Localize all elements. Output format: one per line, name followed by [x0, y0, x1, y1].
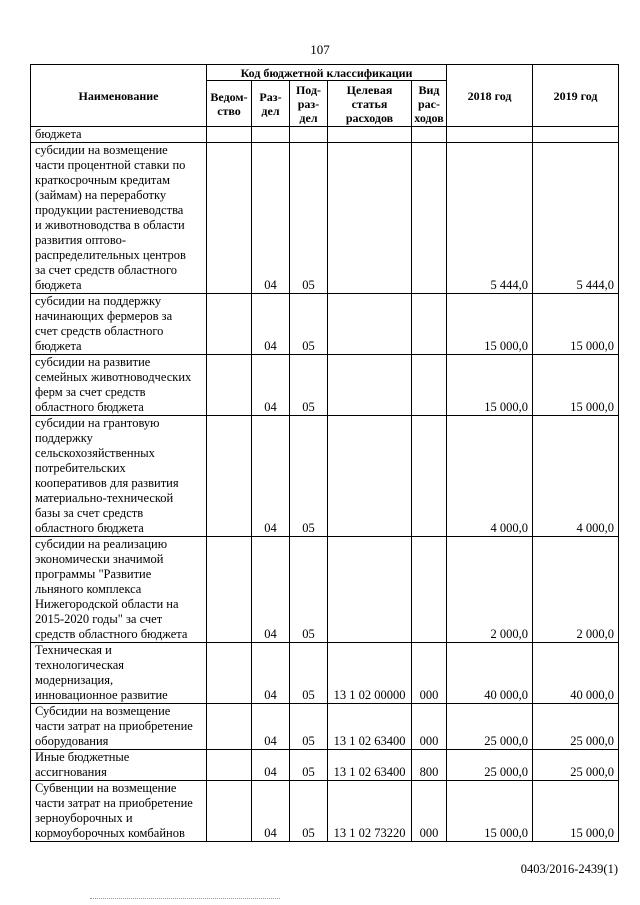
header-name: Наименование: [31, 65, 207, 127]
row-razdel: 04: [252, 643, 290, 704]
row-amount-2018: 25 000,0: [447, 704, 533, 750]
row-razdel: 04: [252, 781, 290, 842]
row-vedomstvo: [207, 704, 252, 750]
table-body: [31, 127, 619, 842]
row-amount-2019: 15 000,0: [533, 781, 619, 842]
row-vid-raskhodov: [412, 355, 447, 416]
header-tselevaya-statya: Целевая статья расходов: [328, 81, 412, 127]
table-row: [31, 143, 619, 294]
header-podrazdel: Под- раз- дел: [290, 81, 328, 127]
row-razdel: 04: [252, 537, 290, 643]
row-tselevaya-statya: 13 1 02 63400: [328, 750, 412, 781]
budget-table: [30, 64, 619, 842]
row-amount-2018: 15 000,0: [447, 294, 533, 355]
row-vid-raskhodov: [412, 416, 447, 537]
row-vedomstvo: [207, 781, 252, 842]
row-vedomstvo: [207, 294, 252, 355]
table-row: [31, 294, 619, 355]
row-amount-2018: 40 000,0: [447, 643, 533, 704]
row-vid-raskhodov: [412, 537, 447, 643]
row-amount-2019: 40 000,0: [533, 643, 619, 704]
row-vedomstvo: [207, 537, 252, 643]
row-razdel: [252, 127, 290, 143]
header-classification-group: Код бюджетной классификации: [207, 65, 447, 81]
row-amount-2018: 15 000,0: [447, 781, 533, 842]
row-amount-2019: 25 000,0: [533, 750, 619, 781]
row-podrazdel: 05: [290, 537, 328, 643]
row-razdel: 04: [252, 355, 290, 416]
table-row: [31, 416, 619, 537]
table-row: [31, 643, 619, 704]
row-tselevaya-statya: [328, 416, 412, 537]
header-2018: 2018 год: [447, 65, 533, 127]
row-tselevaya-statya: 13 1 02 00000: [328, 643, 412, 704]
row-name: субсидии на поддержку начинающих фермеров за счет средств областного бюджета: [31, 294, 207, 355]
row-vid-raskhodov: [412, 127, 447, 143]
header-vid-raskhodov: Вид рас- ходов: [412, 81, 447, 127]
row-vid-raskhodov: 000: [412, 781, 447, 842]
row-amount-2019: 5 444,0: [533, 143, 619, 294]
row-vid-raskhodov: 000: [412, 704, 447, 750]
row-amount-2018: 25 000,0: [447, 750, 533, 781]
row-vedomstvo: [207, 355, 252, 416]
row-name: субсидии на возмещение части процентной ставки по краткосрочным кредитам (займам) на переработку продукции растениеводства и животноводства в области развития оптово- распределительных центров за счет средств областного бюджета: [31, 143, 207, 294]
row-name: Субвенции на возмещение части затрат на приобретение зерноуборочных и кормоуборочных комбайнов: [31, 781, 207, 842]
row-vid-raskhodov: 000: [412, 643, 447, 704]
row-razdel: 04: [252, 416, 290, 537]
row-tselevaya-statya: [328, 127, 412, 143]
row-amount-2019: [533, 127, 619, 143]
row-podrazdel: [290, 127, 328, 143]
row-amount-2019: 2 000,0: [533, 537, 619, 643]
row-tselevaya-statya: 13 1 02 63400: [328, 704, 412, 750]
row-vedomstvo: [207, 127, 252, 143]
scan-artifact-line: [90, 898, 280, 899]
row-amount-2018: 15 000,0: [447, 355, 533, 416]
row-tselevaya-statya: 13 1 02 73220: [328, 781, 412, 842]
table-row: [31, 781, 619, 842]
row-podrazdel: 05: [290, 294, 328, 355]
row-podrazdel: 05: [290, 355, 328, 416]
row-tselevaya-statya: [328, 537, 412, 643]
row-amount-2019: 15 000,0: [533, 294, 619, 355]
table-row: [31, 750, 619, 781]
row-podrazdel: 05: [290, 416, 328, 537]
row-amount-2019: 4 000,0: [533, 416, 619, 537]
row-vid-raskhodov: 800: [412, 750, 447, 781]
row-vid-raskhodov: [412, 143, 447, 294]
row-podrazdel: 05: [290, 750, 328, 781]
table-row: [31, 355, 619, 416]
row-name: субсидии на грантовую поддержку сельскохозяйственных потребительских кооперативов для развития материально-технической базы за счет средств областного бюджета: [31, 416, 207, 537]
row-tselevaya-statya: [328, 294, 412, 355]
row-name: Субсидии на возмещение части затрат на приобретение оборудования: [31, 704, 207, 750]
row-name: субсидии на реализацию экономически значимой программы "Развитие льняного комплекса Нижегородской области на 2015-2020 годы" за счет средств областного бюджета: [31, 537, 207, 643]
row-name: субсидии на развитие семейных животноводческих ферм за счет средств областного бюджета: [31, 355, 207, 416]
table-row: [31, 127, 619, 143]
row-amount-2018: 2 000,0: [447, 537, 533, 643]
header-razdel: Раз- дел: [252, 81, 290, 127]
row-vid-raskhodov: [412, 294, 447, 355]
table-row: [31, 704, 619, 750]
row-vedomstvo: [207, 143, 252, 294]
row-tselevaya-statya: [328, 143, 412, 294]
document-code: 0403/2016-2439(1): [520, 862, 618, 876]
row-amount-2019: 15 000,0: [533, 355, 619, 416]
row-amount-2018: 5 444,0: [447, 143, 533, 294]
row-razdel: 04: [252, 750, 290, 781]
row-vedomstvo: [207, 416, 252, 537]
row-amount-2018: 4 000,0: [447, 416, 533, 537]
row-podrazdel: 05: [290, 643, 328, 704]
row-razdel: 04: [252, 704, 290, 750]
table-row: [31, 537, 619, 643]
row-podrazdel: 05: [290, 704, 328, 750]
row-name: бюджета: [31, 127, 207, 143]
row-podrazdel: 05: [290, 781, 328, 842]
row-amount-2018: [447, 127, 533, 143]
row-tselevaya-statya: [328, 355, 412, 416]
page-number: 107: [310, 42, 330, 57]
row-name: Техническая и технологическая модернизация, инновационное развитие: [31, 643, 207, 704]
row-razdel: 04: [252, 143, 290, 294]
row-name: Иные бюджетные ассигнования: [31, 750, 207, 781]
header-vedomstvo: Ведом- ство: [207, 81, 252, 127]
row-podrazdel: 05: [290, 143, 328, 294]
row-amount-2019: 25 000,0: [533, 704, 619, 750]
row-vedomstvo: [207, 643, 252, 704]
row-vedomstvo: [207, 750, 252, 781]
row-razdel: 04: [252, 294, 290, 355]
header-2019: 2019 год: [533, 65, 619, 127]
